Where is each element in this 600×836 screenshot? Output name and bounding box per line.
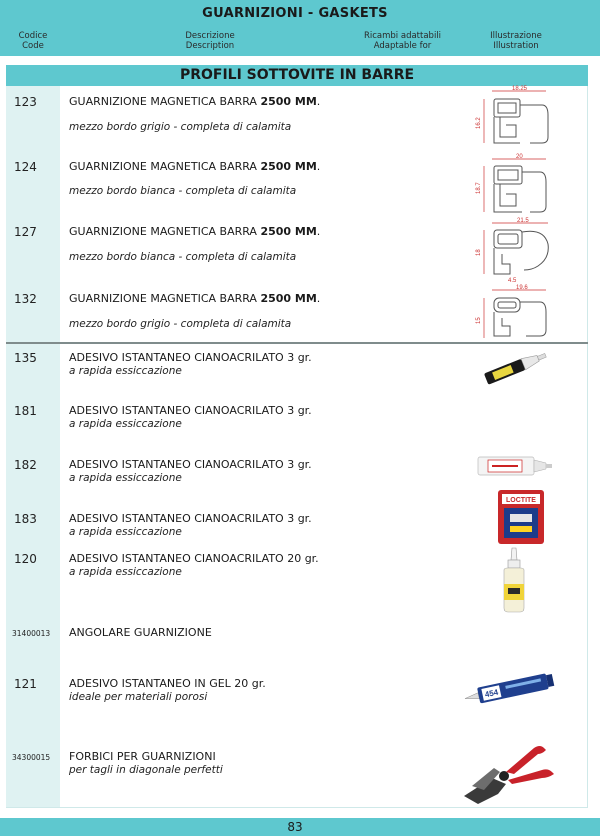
- brand-logo: LOCTITE: [506, 497, 536, 504]
- item-name: ADESIVO ISTANTANEO CIANOACRILATO 3 gr.: [69, 404, 312, 417]
- section-title: PROFILI SOTTOVITE IN BARRE: [6, 65, 588, 86]
- item-description: per tagli in diagonale perfetti: [69, 764, 223, 776]
- dimension-height: 16.2: [476, 117, 482, 129]
- item-code: 124: [14, 160, 37, 174]
- item-name: ADESIVO ISTANTANEO CIANOACRILATO 20 gr.: [69, 552, 319, 565]
- item-description: a rapida essiccazione: [69, 526, 182, 538]
- column-header-description: Descrizione Description: [185, 31, 235, 51]
- product-label: 454: [484, 687, 499, 700]
- item-code: 132: [14, 292, 37, 306]
- dimension-width: 19.6: [516, 285, 528, 291]
- gasket-profile-shape: [494, 99, 548, 143]
- glue-tube-182-illustration: [474, 450, 554, 484]
- item-name: FORBICI PER GUARNIZIONI: [69, 750, 216, 763]
- gasket-profile-124-illustration: [470, 150, 560, 218]
- item-name: ADESIVO ISTANTANEO CIANOACRILATO 3 gr.: [69, 512, 312, 525]
- item-code: 127: [14, 225, 37, 239]
- gasket-profile-127-illustration: [470, 214, 560, 286]
- item-name: GUARNIZIONE MAGNETICA BARRA 2500 MM.: [69, 225, 321, 238]
- dimension-height: 18: [476, 249, 482, 256]
- item-description: a rapida essiccazione: [69, 472, 182, 484]
- item-name: GUARNIZIONE MAGNETICA BARRA 2500 MM.: [69, 95, 321, 108]
- item-description: mezzo bordo bianca - completa di calamita: [69, 185, 297, 197]
- loctite-pack-183-illustration: [496, 488, 548, 546]
- dimension-height: 18.7: [476, 182, 482, 194]
- item-description: mezzo bordo grigio - completa di calamita: [69, 318, 292, 330]
- item-name: ADESIVO ISTANTANEO IN GEL 20 gr.: [69, 677, 266, 690]
- item-description: a rapida essiccazione: [69, 365, 182, 377]
- item-description: a rapida essiccazione: [69, 418, 182, 430]
- item-name: ADESIVO ISTANTANEO CIANOACRILATO 3 gr.: [69, 351, 312, 364]
- page-header-title: GUARNIZIONI - GASKETS: [202, 6, 388, 21]
- item-code: 181: [14, 404, 37, 418]
- gasket-profile-shape: [494, 298, 546, 336]
- item-code: 31400013: [12, 629, 51, 638]
- column-header-illustration: Illustrazione Illustration: [490, 31, 542, 51]
- page-number: 83: [287, 820, 303, 834]
- glue-tube-135-illustration: [478, 346, 550, 390]
- item-description: mezzo bordo grigio - completa di calamita: [69, 121, 292, 133]
- item-code: 123: [14, 95, 37, 109]
- dimension-width: 21.5: [517, 218, 529, 224]
- gasket-profile-shape: [494, 166, 546, 212]
- item-code: 183: [14, 512, 37, 526]
- gasket-profile-132-illustration: [470, 280, 560, 344]
- item-name: ANGOLARE GUARNIZIONE: [69, 626, 212, 639]
- item-code: 120: [14, 552, 37, 566]
- item-code: 121: [14, 677, 37, 691]
- column-header-adaptable: Ricambi adattabili Adaptable for: [363, 31, 442, 51]
- dimension-width: 20: [516, 154, 523, 160]
- item-name: GUARNIZIONE MAGNETICA BARRA 2500 MM.: [69, 292, 321, 305]
- item-code: 34300015: [12, 753, 51, 762]
- dimension-height: 15: [476, 317, 482, 324]
- glue-bottle-120-illustration: [498, 546, 530, 614]
- dimension-width: 18.25: [512, 86, 528, 92]
- item-name: ADESIVO ISTANTANEO CIANOACRILATO 3 gr.: [69, 458, 312, 471]
- item-name: GUARNIZIONE MAGNETICA BARRA 2500 MM.: [69, 160, 321, 173]
- item-code: 182: [14, 458, 37, 472]
- item-description: mezzo bordo bianca - completa di calamita: [69, 251, 297, 263]
- dimension-base: 4.5: [508, 278, 517, 284]
- gasket-scissors-illustration: [458, 738, 560, 808]
- gasket-profile-123-illustration: [470, 85, 560, 153]
- item-code: 135: [14, 351, 37, 365]
- column-header-code: Codice Code: [18, 31, 48, 51]
- item-description: a rapida essiccazione: [69, 566, 182, 578]
- item-description: ideale per materiali porosi: [69, 691, 208, 703]
- gasket-profile-shape: [494, 230, 548, 274]
- gel-tube-121-illustration: [462, 668, 558, 710]
